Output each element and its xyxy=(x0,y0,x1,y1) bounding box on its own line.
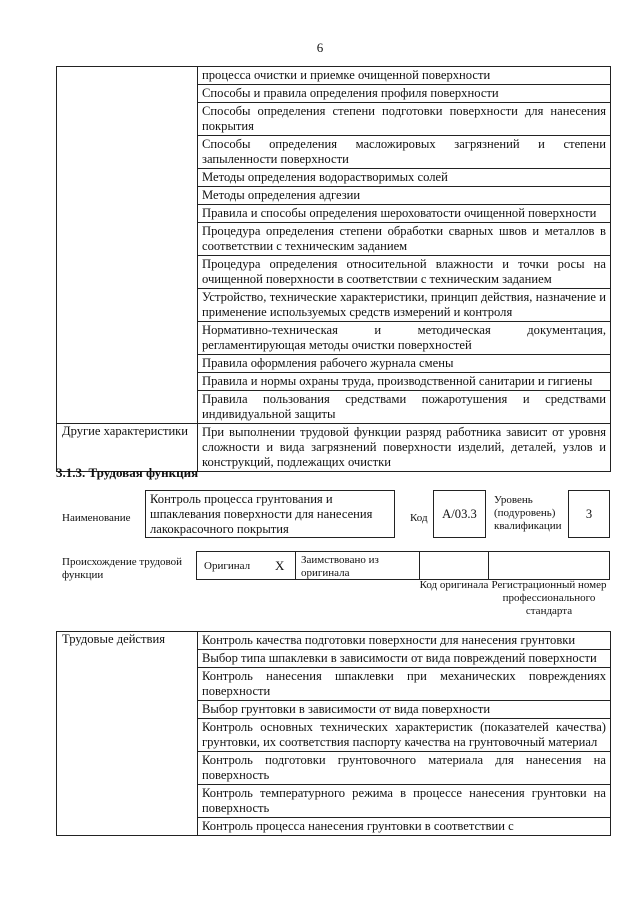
origin-mark: X xyxy=(275,558,285,573)
origin-code-caption: Код оригинала xyxy=(419,579,489,591)
level-value: 3 xyxy=(585,507,593,521)
origin-borrowed-cell xyxy=(295,551,420,580)
table-cell: Контроль нанесения шпаклевки при механических повреждениях поверхности xyxy=(198,668,611,701)
page-number: 6 xyxy=(316,40,324,55)
function-name-box xyxy=(145,490,395,538)
table-cell: процесса очистки и приемке очищенной поверхности xyxy=(198,67,611,85)
table-row xyxy=(57,632,611,650)
table-cell: Устройство, технические характеристики, принцип действия, назначение и применение используемых средств измерений и контроля xyxy=(198,289,611,322)
labor-actions-label: Трудовые действия xyxy=(57,632,198,836)
table-cell: Контроль основных технических характеристик (показателей качества) грунтовки, их соответствия паспорту качества на грунтовочный материал xyxy=(198,719,611,752)
origin-reg-cell xyxy=(488,551,610,580)
table-cell: Правила пользования средствами пожаротушения и средствами индивидуальной защиты xyxy=(198,391,611,424)
origin-borrowed-label: Заимствовано из оригинала xyxy=(301,554,379,579)
origin-label: Происхождение трудовой функции xyxy=(62,556,183,581)
origin-code-cell xyxy=(419,551,489,580)
origin-original-cell xyxy=(196,551,296,580)
origin-reg-caption: Регистрационный номер профессионального стандарта xyxy=(491,579,607,617)
function-name-value: Контроль процесса грунтования и шпаклевания поверхности для нанесения лакокрасочного покрытия xyxy=(150,492,373,536)
table-cell: Способы и правила определения профиля поверхности xyxy=(198,85,611,103)
table-cell: Способы определения масложировых загрязнений и степени запыленности поверхности xyxy=(198,136,611,169)
table-cell: Контроль температурного режима в процессе нанесения грунтовки на поверхность xyxy=(198,785,611,818)
name-label: Наименование xyxy=(62,512,131,524)
table-row xyxy=(57,67,611,85)
level-label: Уровень (подуровень) квалификации xyxy=(494,494,562,532)
table-cell: Правила оформления рабочего журнала смены xyxy=(198,355,611,373)
table-cell: Процедура определения степени обработки сварных швов и металлов в соответствии с техническим заданием xyxy=(198,223,611,256)
table-cell: Способы определения степени подготовки поверхности для нанесения покрытия xyxy=(198,103,611,136)
knowledge-left-cell xyxy=(57,67,198,424)
table-cell: Нормативно-техническая и методическая документация, регламентирующая методы очистки поверхностей xyxy=(198,322,611,355)
section-title: 3.1.3. Трудовая функция xyxy=(56,465,199,480)
code-label: Код xyxy=(410,512,428,524)
table-cell: Методы определения адгезии xyxy=(198,187,611,205)
table-cell: Контроль качества подготовки поверхности для нанесения грунтовки xyxy=(198,632,611,650)
level-box xyxy=(568,490,610,538)
origin-original-label: Оригинал xyxy=(204,560,251,572)
code-box xyxy=(433,490,486,538)
table-cell: Контроль подготовки грунтовочного материала для нанесения на поверхность xyxy=(198,752,611,785)
other-characteristics-label: Другие характеристики xyxy=(57,424,198,472)
table-cell: Правила и нормы охраны труда, производственной санитарии и гигиены xyxy=(198,373,611,391)
table-cell: Контроль процесса нанесения грунтовки в соответствии с xyxy=(198,818,611,836)
code-value: A/03.3 xyxy=(442,507,477,521)
table-cell: Методы определения водорастворимых солей xyxy=(198,169,611,187)
table-cell: Процедура определения относительной влажности и точки росы на очищенной поверхности в соответствии с техническим заданием xyxy=(198,256,611,289)
table-cell: Выбор грунтовки в зависимости от вида поверхности xyxy=(198,701,611,719)
table-cell: Выбор типа шпаклевки в зависимости от вида повреждений поверхности xyxy=(198,650,611,668)
table-cell: Правила и способы определения шероховатости очищенной поверхности xyxy=(198,205,611,223)
table-cell: При выполнении трудовой функции разряд работника зависит от уровня сложности и вида загрязнений поверхности изделий, деталей, узлов и конструкций, подлежащих очистки xyxy=(198,424,611,472)
labor-actions-table xyxy=(56,631,611,836)
knowledge-table xyxy=(56,66,611,472)
